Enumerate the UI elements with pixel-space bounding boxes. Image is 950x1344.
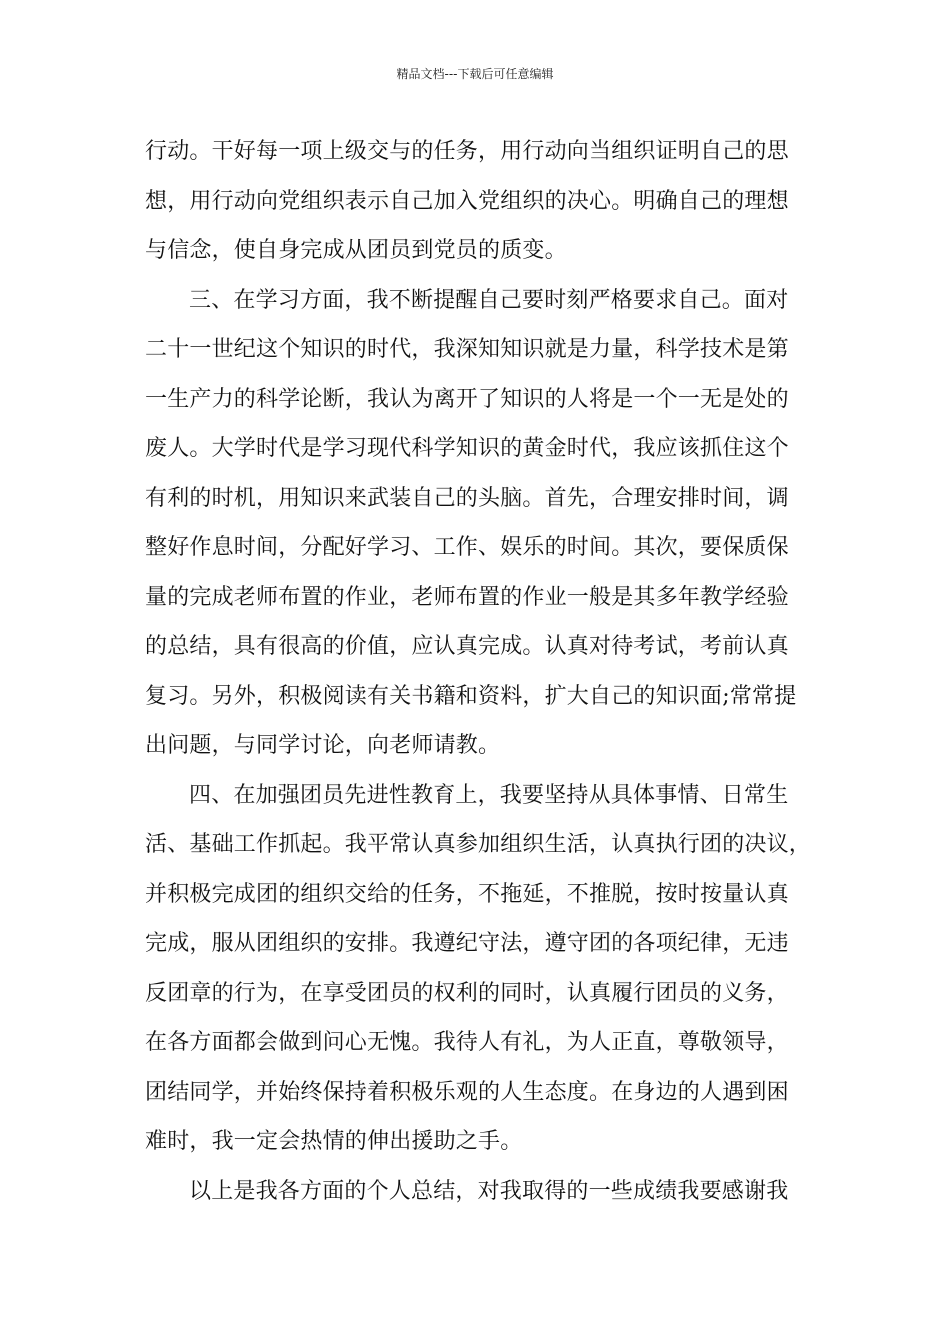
- text-line: 二十一世纪这个知识的时代，我深知知识就是力量，科学技术是第: [145, 337, 789, 362]
- text-line: 废人。大学时代是学习现代科学知识的黄金时代，我应该抓住这个: [145, 436, 789, 461]
- text-line: 一生产力的科学论断，我认为离开了知识的人将是一个一无是处的: [145, 386, 789, 412]
- text-line: 量的完成老师布置的作业，老师布置的作业一般是其多年教学经验: [145, 584, 789, 610]
- text-line: 与信念，使自身完成从团员到党员的质变。: [145, 238, 567, 263]
- text-line: 的总结，具有很高的价值，应认真完成。认真对待考试，考前认真: [145, 634, 789, 659]
- page-header: 精品文档---下载后可任意编辑: [396, 67, 554, 81]
- text-line: 难时，我一定会热情的伸出援助之手。: [145, 1129, 523, 1154]
- text-line: 在各方面都会做到问心无愧。我待人有礼，为人正直，尊敬领导，: [145, 1030, 789, 1055]
- text-line: 反团章的行为，在享受团员的权利的同时，认真履行团员的义务，: [145, 980, 789, 1006]
- text-line: 完成，服从团组织的安排。我遵纪守法，遵守团的各项纪律，无违: [145, 931, 789, 956]
- text-line: 活、基础工作抓起。我平常认真参加组织生活，认真执行团的决议，: [145, 832, 812, 857]
- text-line: 团结同学，并始终保持着积极乐观的人生态度。在身边的人遇到困: [145, 1079, 789, 1105]
- text-line: 复习。另外，积极阅读有关书籍和资料，扩大自己的知识面;常常提: [145, 683, 797, 709]
- text-line: 想，用行动向党组织表示自己加入党组织的决心。明确自己的理想: [145, 188, 789, 214]
- text-line: 出问题，与同学讨论，向老师请教。: [145, 733, 501, 758]
- text-line: 并积极完成团的组织交给的任务，不拖延，不推脱，按时按量认真: [145, 881, 789, 907]
- text-line: 有利的时机，用知识来武装自己的头脑。首先，合理安排时间，调: [145, 485, 789, 511]
- text-line: 行动。干好每一项上级交与的任务，用行动向当组织证明自己的思: [145, 139, 789, 164]
- paragraph-start-line: 以上是我各方面的个人总结，对我取得的一些成绩我要感谢我: [189, 1178, 789, 1204]
- paragraph-start-line: 四、在加强团员先进性教育上，我要坚持从具体事情、日常生: [189, 782, 789, 808]
- paragraph-start-line: 三、在学习方面，我不断提醒自己要时刻严格要求自己。面对: [189, 287, 789, 313]
- document-body: [145, 127, 813, 1216]
- text-line: 整好作息时间，分配好学习、工作、娱乐的时间。其次，要保质保: [145, 535, 789, 560]
